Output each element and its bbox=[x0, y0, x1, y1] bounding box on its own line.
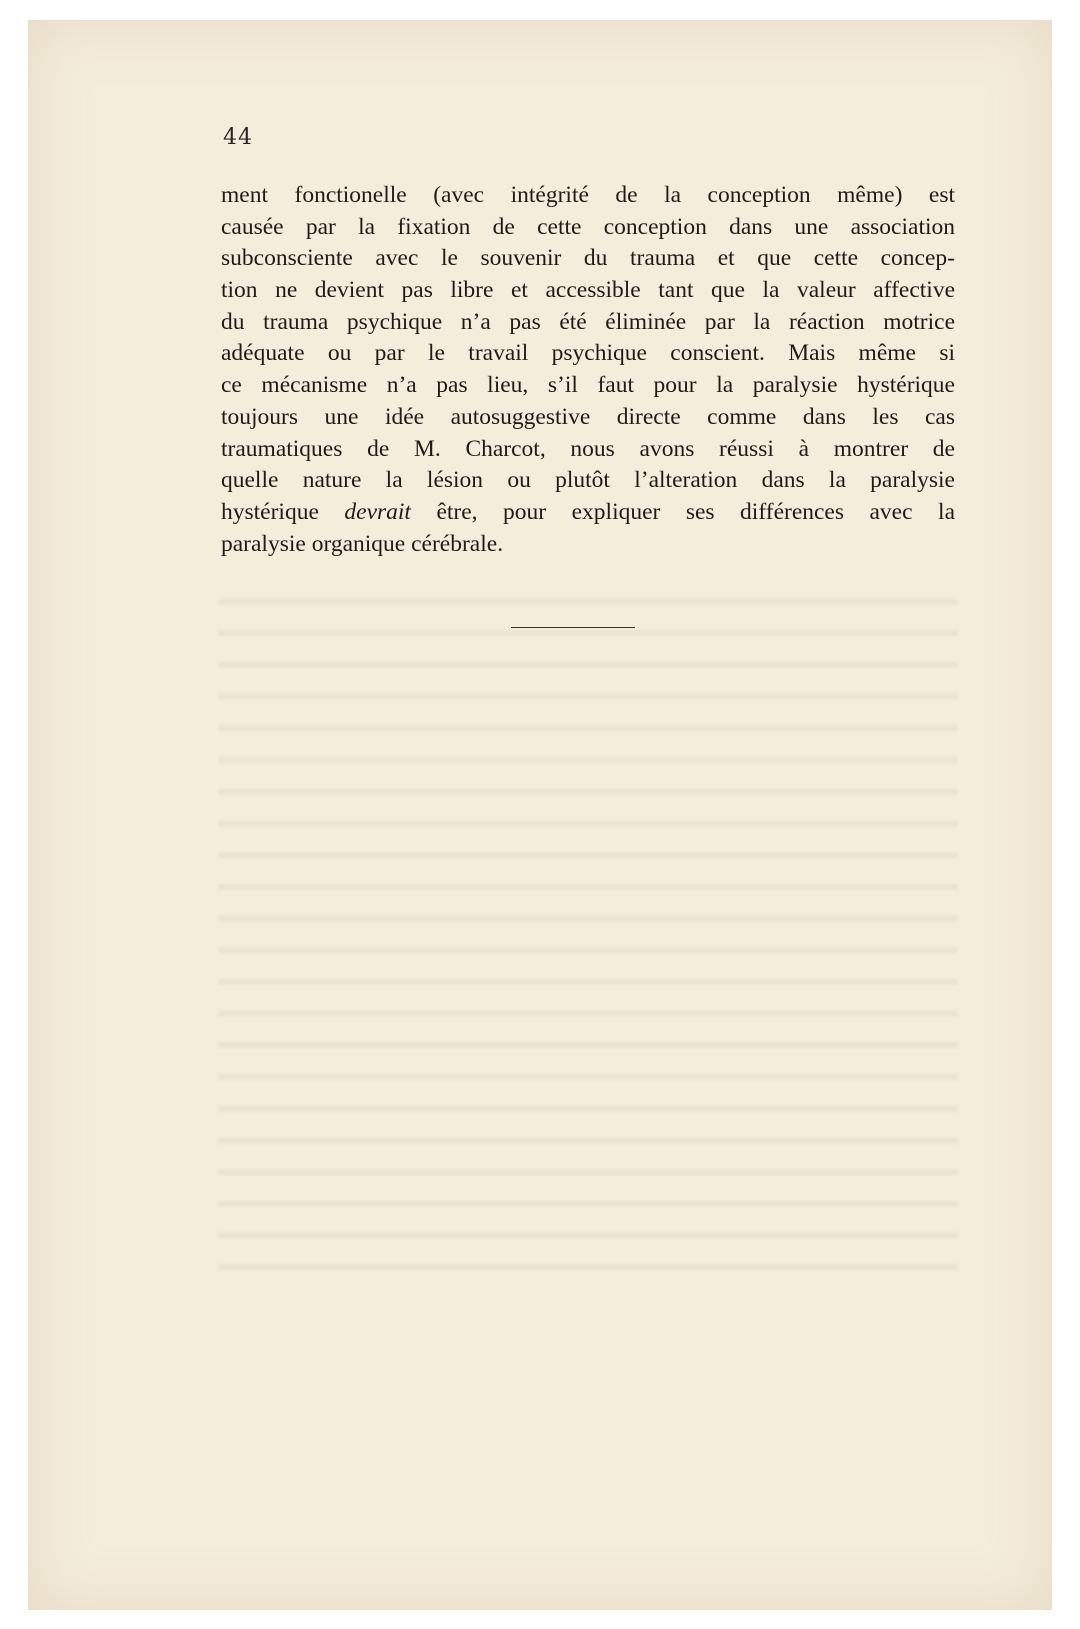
show-through-texture bbox=[218, 580, 958, 1280]
text-line: traumatiques de M. Charcot, nous avons réussi à montrer de bbox=[221, 435, 955, 462]
text-line-last: paralysie organique cérébrale. bbox=[221, 530, 504, 557]
body-text bbox=[221, 180, 955, 560]
text-run: hystérique bbox=[221, 498, 345, 525]
page-number: 44 bbox=[223, 125, 253, 150]
text-line: subconsciente avec le souvenir du trauma et que cette concep- bbox=[221, 245, 955, 272]
section-end-rule bbox=[511, 627, 635, 628]
italic-word: devrait bbox=[344, 498, 411, 525]
text-line: ment fonctionelle (avec intégrité de la conception même) est bbox=[221, 182, 955, 208]
text-line: ce mécanisme n’a pas lieu, s’il faut pour la paralysie hystérique bbox=[221, 372, 955, 399]
text-line: du trauma psychique n’a pas été éliminée par la réaction motrice bbox=[221, 308, 955, 335]
text-line: toujours une idée autosuggestive directe comme dans les cas bbox=[221, 403, 955, 430]
text-line: quelle nature la lésion ou plutôt l’alteration dans la paralysie bbox=[221, 467, 955, 494]
text-line: tion ne devient pas libre et accessible tant que la valeur affective bbox=[221, 277, 955, 304]
text-line: adéquate ou par le travail psychique conscient. Mais même si bbox=[221, 340, 955, 367]
text-run: être, pour expliquer ses différences avec la bbox=[410, 498, 955, 525]
book-page bbox=[28, 20, 1052, 1610]
text-line-with-italic bbox=[221, 497, 955, 529]
text-line: causée par la fixation de cette conception dans une association bbox=[221, 213, 955, 240]
